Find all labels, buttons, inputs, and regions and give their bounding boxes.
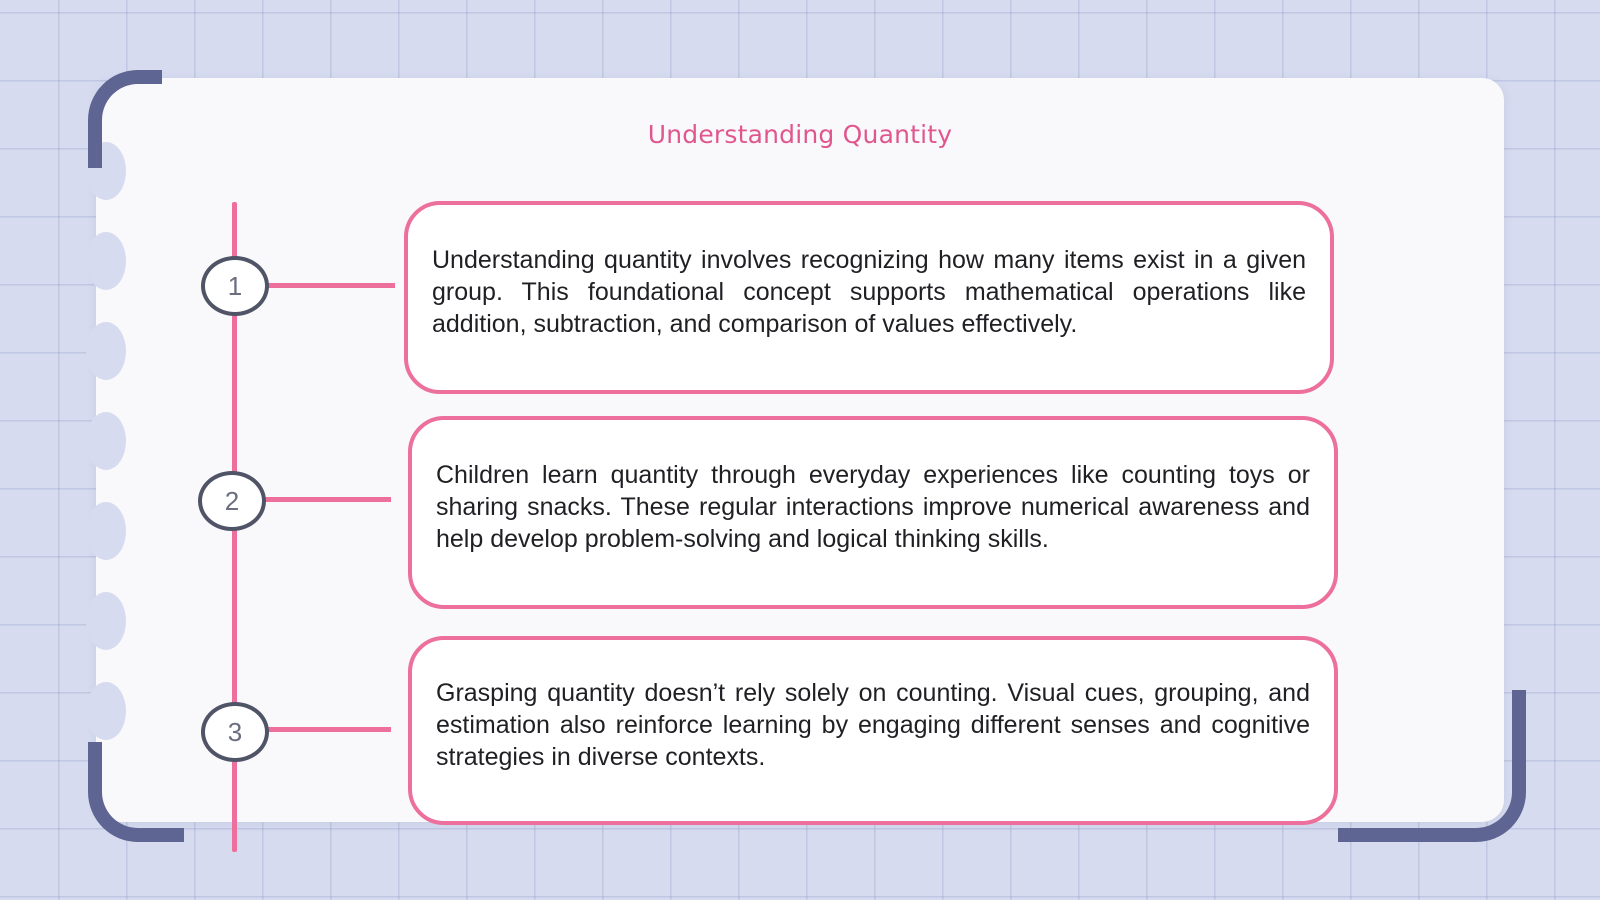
paper-scallop: [86, 592, 126, 650]
timeline-connector: [262, 727, 391, 732]
card-text: Grasping quantity doesn’t rely solely on counting. Visual cues, grouping, and estimation also reinforce learning by engaging different senses and cognitive strategies in diverse contexts.: [436, 678, 1310, 771]
step-number-circle: 1: [201, 256, 269, 316]
info-card: [408, 416, 1338, 609]
card-text: Understanding quantity involves recognizing how many items exist in a given group. This foundational concept supports mathematical operations like addition, subtraction, and comparison of values effectively.: [432, 245, 1306, 338]
paper-scallop: [86, 412, 126, 470]
paper-scallop: [86, 502, 126, 560]
paper-scallop: [86, 682, 126, 740]
frame-corner-bottom-right: [1338, 690, 1526, 842]
step-number-circle: 3: [201, 702, 269, 762]
card-text: Children learn quantity through everyday experiences like counting toys or sharing snacks. These regular interactions improve numerical awareness and help develop problem-solving and logical thinking skills.: [436, 460, 1310, 553]
timeline-connector: [262, 283, 395, 288]
timeline-connector: [262, 497, 391, 502]
paper-scallop: [86, 232, 126, 290]
frame-corner-top-left: [88, 70, 162, 168]
paper-scallop: [86, 322, 126, 380]
frame-corner-bottom-left: [88, 742, 184, 842]
step-number-circle: 2: [198, 471, 266, 531]
info-card: [404, 201, 1334, 394]
info-card: [408, 636, 1338, 825]
slide-title: Understanding Quantity: [647, 120, 953, 149]
